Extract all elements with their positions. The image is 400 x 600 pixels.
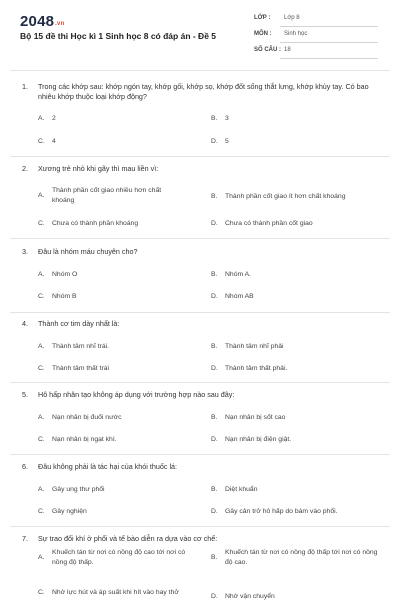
option-text: Gây cản trở hô hấp do bám vào phổi. bbox=[225, 508, 338, 515]
option-text: Thành tâm nhĩ trái. bbox=[52, 343, 110, 350]
option-letter: B. bbox=[211, 414, 218, 421]
option-text: Nhóm O bbox=[52, 271, 78, 278]
question-divider bbox=[10, 156, 390, 157]
option-letter: B. bbox=[211, 271, 218, 278]
question-number: 3. bbox=[22, 247, 28, 256]
option-text: Nạn nhân bị điện giật. bbox=[225, 436, 292, 443]
question-number: 4. bbox=[22, 319, 28, 328]
logo-suffix: .vn bbox=[55, 21, 65, 27]
option-letter: C. bbox=[38, 589, 45, 596]
option-text: 2 bbox=[52, 115, 56, 122]
site-logo[interactable] bbox=[20, 13, 64, 30]
option-letter: C. bbox=[38, 365, 45, 372]
option-text: 3 bbox=[225, 115, 229, 122]
option-text: Thành phần cốt giao ít hơn chất khoáng bbox=[225, 193, 346, 200]
option-letter: B. bbox=[211, 554, 218, 561]
meta-underline bbox=[280, 58, 378, 59]
option-letter: A. bbox=[38, 271, 45, 278]
option-letter: D. bbox=[211, 436, 218, 443]
document-header bbox=[0, 0, 400, 70]
option-letter: C. bbox=[38, 293, 45, 300]
option-text: Nạn nhân bị ngạt khí. bbox=[52, 436, 117, 443]
meta-class bbox=[254, 15, 378, 27]
question-number: 1. bbox=[22, 82, 28, 91]
question-divider bbox=[10, 312, 390, 313]
option-text: Chưa có thành phần cốt giao bbox=[225, 220, 313, 227]
meta-class-label: LỚP : bbox=[254, 15, 271, 21]
logo-text: 2048 bbox=[20, 13, 55, 30]
question-text: Đâu là nhóm máu chuyên cho? bbox=[38, 247, 138, 256]
question-divider bbox=[10, 454, 390, 455]
option-text: Khuếch tán từ nơi có nồng độ cao tới nơi có nồng độ thấp. bbox=[52, 549, 186, 566]
header-divider bbox=[10, 70, 390, 71]
meta-count bbox=[254, 47, 378, 59]
meta-subject-value: Sinh học bbox=[284, 31, 308, 37]
question-number: 7. bbox=[22, 534, 28, 543]
question-text: Thành cơ tim dày nhất là: bbox=[38, 319, 120, 328]
option-letter: D. bbox=[211, 293, 218, 300]
option-letter: C. bbox=[38, 138, 45, 145]
question-divider bbox=[10, 238, 390, 239]
meta-subject-label: MÔN : bbox=[254, 31, 272, 37]
option-text: Nhờ lực hút và áp suất khi hít vào hay thở bbox=[52, 589, 179, 596]
option-text: Thành tâm thất phải. bbox=[225, 365, 288, 372]
option-letter: D. bbox=[211, 220, 218, 227]
option-text: Nạn nhân bị đuối nước bbox=[52, 414, 122, 421]
option-letter: B. bbox=[211, 115, 218, 122]
option-letter: B. bbox=[211, 486, 218, 493]
option-text: Diệt khuẩn bbox=[225, 486, 258, 493]
option-letter: D. bbox=[211, 593, 218, 600]
meta-underline bbox=[280, 26, 378, 27]
option-text: 4 bbox=[52, 138, 56, 145]
option-letter: B. bbox=[211, 193, 218, 200]
option-letter: A. bbox=[38, 486, 45, 493]
option-letter: A. bbox=[38, 343, 45, 350]
question-divider bbox=[10, 526, 390, 527]
option-letter: A. bbox=[38, 414, 45, 421]
question-text: Hô hấp nhân tạo không áp dụng với trường hợp nào sau đây: bbox=[38, 390, 235, 399]
option-letter: D. bbox=[211, 138, 218, 145]
option-text: Chưa có thành phần khoáng bbox=[52, 220, 139, 227]
option-text: Khuếch tán từ nơi có nồng độ thấp tới nơi có nồng độ cao. bbox=[225, 549, 378, 566]
option-letter: A. bbox=[38, 192, 45, 199]
meta-subject bbox=[254, 31, 378, 43]
option-text: Thành tâm nhĩ phải bbox=[225, 343, 284, 350]
meta-underline bbox=[280, 42, 378, 43]
option-text: Nhóm AB bbox=[225, 293, 254, 300]
question-number: 2. bbox=[22, 164, 28, 173]
option-text: Gây nghiện bbox=[52, 508, 87, 515]
question-number: 5. bbox=[22, 390, 28, 399]
meta-count-value: 18 bbox=[284, 47, 291, 53]
option-letter: D. bbox=[211, 365, 218, 372]
question-text: Đâu không phải là tác hại của khói thuốc lá: bbox=[38, 462, 178, 471]
meta-class-value: Lớp 8 bbox=[284, 15, 300, 21]
option-text: Thành phần cốt giao nhiều hơn chất khoáng bbox=[52, 187, 162, 204]
meta-count-label: SỐ CÂU : bbox=[254, 47, 281, 53]
option-text: Nhóm A. bbox=[225, 271, 252, 278]
option-letter: D. bbox=[211, 508, 218, 515]
option-text: Nhờ vận chuyển bbox=[225, 593, 275, 600]
option-letter: C. bbox=[38, 220, 45, 227]
option-letter: C. bbox=[38, 436, 45, 443]
option-text: Nhóm B bbox=[52, 293, 77, 300]
question-text: Sự trao đổi khí ở phổi và tế bào diễn ra dựa vào cơ chế: bbox=[38, 534, 218, 543]
option-text: Nạn nhân bị sốt cao bbox=[225, 414, 286, 421]
question-text: Trong các khớp sau: khớp ngón tay, khớp gối, khớp sọ, khớp đốt sống thắt lưng, khớp khủy tay. Có bao nhiêu khớp thuộc loại khớp động? bbox=[38, 82, 369, 101]
option-text: Gây ung thư phổi bbox=[52, 486, 105, 493]
question-number: 6. bbox=[22, 462, 28, 471]
option-letter: C. bbox=[38, 508, 45, 515]
document-title: Bộ 15 đề thi Học kì 1 Sinh học 8 có đáp án - Đề 5 bbox=[20, 31, 217, 41]
option-letter: A. bbox=[38, 115, 45, 122]
option-text: Thành tâm thất trái bbox=[52, 365, 110, 372]
option-letter: B. bbox=[211, 343, 218, 350]
option-text: 5 bbox=[225, 138, 229, 145]
option-letter: A. bbox=[38, 554, 45, 561]
question-text: Xương trẻ nhỏ khi gãy thì mau liền vì: bbox=[38, 164, 159, 173]
question-divider bbox=[10, 382, 390, 383]
